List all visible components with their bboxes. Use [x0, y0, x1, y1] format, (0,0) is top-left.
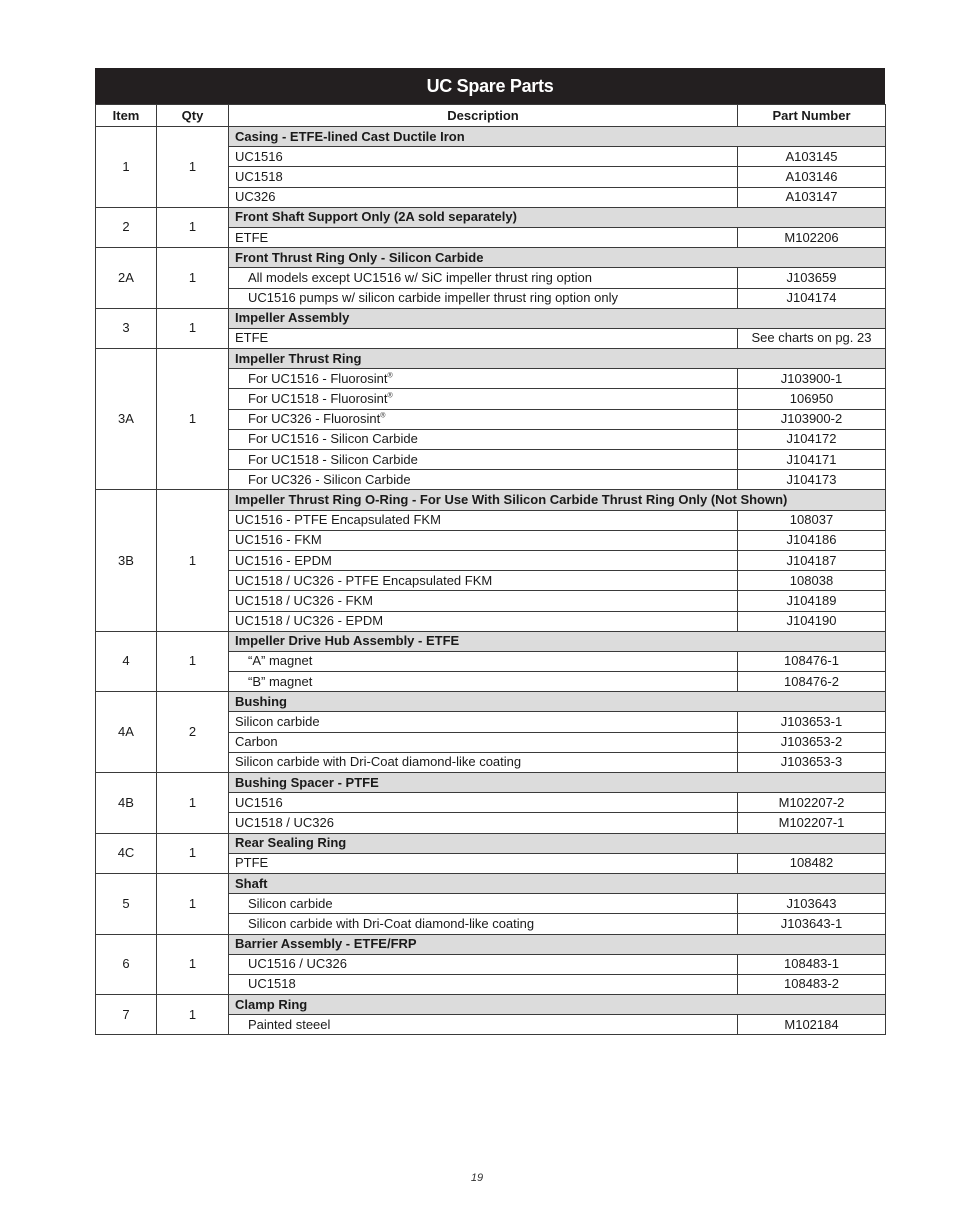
qty-cell: 1 — [157, 127, 229, 208]
description-cell — [229, 328, 738, 348]
description-cell — [229, 712, 738, 732]
description-text: Silicon carbide — [235, 714, 320, 730]
part-number-cell: 108483-2 — [738, 974, 886, 994]
part-number-cell: J103659 — [738, 268, 886, 288]
header-row — [96, 105, 886, 127]
description-cell — [229, 167, 738, 187]
description-text: For UC326 - Fluorosint — [248, 411, 381, 427]
description-cell — [229, 510, 738, 530]
group-heading: Clamp Ring — [229, 995, 886, 1015]
part-number-cell: J104174 — [738, 288, 886, 308]
part-number-cell: 108482 — [738, 853, 886, 873]
description-text: Painted steeel — [248, 1016, 331, 1032]
group-heading: Bushing Spacer - PTFE — [229, 773, 886, 793]
part-number-cell: J103643-1 — [738, 914, 886, 934]
registered-mark: ® — [387, 392, 393, 400]
description-text: UC1518 / UC326 - EPDM — [235, 613, 384, 629]
description-cell — [229, 389, 738, 409]
part-number-cell: J104172 — [738, 429, 886, 449]
part-number-cell: J103643 — [738, 894, 886, 914]
description-text: UC1518 / UC326 — [235, 814, 334, 830]
qty-cell: 2 — [157, 692, 229, 773]
header-description: Description — [229, 105, 738, 127]
description-text: UC1518 — [248, 976, 296, 992]
description-text: For UC1516 - Silicon Carbide — [248, 431, 418, 447]
part-number-cell: A103147 — [738, 187, 886, 207]
group-heading-row — [96, 773, 886, 793]
group-heading: Impeller Thrust Ring O-Ring - For Use With Silicon Carbide Thrust Ring Only (Not Shown) — [229, 490, 886, 510]
group-heading-row — [96, 127, 886, 147]
group-heading: Front Thrust Ring Only - Silicon Carbide — [229, 248, 886, 268]
spare-parts-table — [95, 104, 886, 1035]
qty-cell: 1 — [157, 934, 229, 995]
item-cell: 4 — [96, 631, 157, 692]
parts-body — [96, 127, 886, 1035]
group-heading-row — [96, 833, 886, 853]
part-number-cell: J104186 — [738, 530, 886, 550]
item-cell: 3B — [96, 490, 157, 631]
group-heading-row — [96, 490, 886, 510]
group-heading-row — [96, 873, 886, 893]
description-text: UC326 — [235, 189, 276, 205]
description-cell — [229, 672, 738, 692]
description-text: UC1518 — [235, 168, 283, 184]
part-number-cell: 108483-1 — [738, 954, 886, 974]
group-heading-row — [96, 308, 886, 328]
description-text: For UC326 - Silicon Carbide — [248, 471, 411, 487]
description-cell — [229, 894, 738, 914]
description-text: UC1518 / UC326 - FKM — [235, 592, 373, 608]
description-text: Silicon carbide — [248, 895, 333, 911]
description-text: “A” magnet — [248, 653, 313, 669]
qty-cell: 1 — [157, 995, 229, 1035]
part-number-cell: M102207-2 — [738, 793, 886, 813]
description-cell — [229, 853, 738, 873]
group-heading-row — [96, 934, 886, 954]
group-heading-row — [96, 995, 886, 1015]
description-text: ETFE — [235, 330, 269, 346]
description-cell — [229, 793, 738, 813]
item-cell: 3 — [96, 308, 157, 348]
description-text: UC1516 - FKM — [235, 532, 322, 548]
qty-cell: 1 — [157, 490, 229, 631]
group-heading: Casing - ETFE-lined Cast Ductile Iron — [229, 127, 886, 147]
description-text: “B” magnet — [248, 673, 313, 689]
part-number-cell: J103900-2 — [738, 409, 886, 429]
registered-mark: ® — [387, 372, 393, 380]
part-number-cell: J103653-3 — [738, 752, 886, 772]
description-cell — [229, 571, 738, 591]
description-text: All models except UC1516 w/ SiC impeller thrust ring option — [248, 269, 592, 285]
description-cell — [229, 147, 738, 167]
description-cell — [229, 914, 738, 934]
description-cell — [229, 974, 738, 994]
header-item: Item — [96, 105, 157, 127]
description-text: For UC1518 - Fluorosint — [248, 391, 388, 407]
description-text: Silicon carbide with Dri-Coat diamond-like coating — [235, 754, 522, 770]
description-text: Silicon carbide with Dri-Coat diamond-like coating — [248, 915, 535, 931]
part-number-cell: See charts on pg. 23 — [738, 328, 886, 348]
part-number-cell: J103653-1 — [738, 712, 886, 732]
description-cell — [229, 288, 738, 308]
description-cell — [229, 732, 738, 752]
description-cell — [229, 611, 738, 631]
part-number-cell: 108476-1 — [738, 651, 886, 671]
description-text: For UC1518 - Silicon Carbide — [248, 451, 418, 467]
group-heading-row — [96, 692, 886, 712]
description-cell — [229, 268, 738, 288]
part-number-cell: M102184 — [738, 1015, 886, 1035]
description-text: For UC1516 - Fluorosint — [248, 370, 388, 386]
item-cell: 2 — [96, 207, 157, 247]
group-heading-row — [96, 631, 886, 651]
item-cell: 4A — [96, 692, 157, 773]
qty-cell: 1 — [157, 631, 229, 692]
item-cell: 4C — [96, 833, 157, 873]
description-text: UC1516 pumps w/ silicon carbide impeller thrust ring option only — [248, 290, 618, 306]
description-text: Carbon — [235, 734, 278, 750]
qty-cell: 1 — [157, 248, 229, 309]
item-cell: 4B — [96, 773, 157, 834]
description-cell — [229, 651, 738, 671]
header-part-number: Part Number — [738, 105, 886, 127]
description-text: UC1516 / UC326 — [248, 956, 347, 972]
registered-mark: ® — [380, 412, 386, 420]
description-text: UC1518 / UC326 - PTFE Encapsulated FKM — [235, 572, 493, 588]
item-cell: 6 — [96, 934, 157, 995]
group-heading-row — [96, 349, 886, 369]
part-number-cell: J104190 — [738, 611, 886, 631]
description-cell — [229, 187, 738, 207]
group-heading: Front Shaft Support Only (2A sold separately) — [229, 207, 886, 227]
description-text: UC1516 — [235, 148, 283, 164]
group-heading: Impeller Assembly — [229, 308, 886, 328]
part-number-cell: J103900-1 — [738, 369, 886, 389]
item-cell: 5 — [96, 873, 157, 934]
description-cell — [229, 752, 738, 772]
part-number-cell: M102207-1 — [738, 813, 886, 833]
qty-cell: 1 — [157, 207, 229, 247]
part-number-cell: A103146 — [738, 167, 886, 187]
description-cell — [229, 1015, 738, 1035]
group-heading: Bushing — [229, 692, 886, 712]
group-heading: Shaft — [229, 873, 886, 893]
description-text: UC1516 — [235, 794, 283, 810]
group-heading: Impeller Thrust Ring — [229, 349, 886, 369]
group-heading: Impeller Drive Hub Assembly - ETFE — [229, 631, 886, 651]
part-number-cell: J104189 — [738, 591, 886, 611]
description-cell — [229, 530, 738, 550]
group-heading: Rear Sealing Ring — [229, 833, 886, 853]
qty-cell: 1 — [157, 833, 229, 873]
qty-cell: 1 — [157, 873, 229, 934]
part-number-cell: 108476-2 — [738, 672, 886, 692]
description-cell — [229, 550, 738, 570]
description-cell — [229, 409, 738, 429]
description-cell — [229, 470, 738, 490]
part-number-cell: J104187 — [738, 550, 886, 570]
part-number-cell: J104173 — [738, 470, 886, 490]
part-number-cell: J103653-2 — [738, 732, 886, 752]
item-cell: 3A — [96, 349, 157, 490]
qty-cell: 1 — [157, 773, 229, 834]
part-number-cell: 108037 — [738, 510, 886, 530]
group-heading: Barrier Assembly - ETFE/FRP — [229, 934, 886, 954]
description-cell — [229, 429, 738, 449]
page-number: 19 — [470, 1172, 484, 1184]
description-text: UC1516 - EPDM — [235, 552, 332, 568]
description-cell — [229, 369, 738, 389]
part-number-cell: M102206 — [738, 227, 886, 247]
group-heading-row — [96, 248, 886, 268]
description-cell — [229, 813, 738, 833]
qty-cell: 1 — [157, 349, 229, 490]
part-number-cell: 108038 — [738, 571, 886, 591]
item-cell: 2A — [96, 248, 157, 309]
table-title: UC Spare Parts — [95, 68, 885, 104]
description-cell — [229, 954, 738, 974]
description-cell — [229, 450, 738, 470]
part-number-cell: A103145 — [738, 147, 886, 167]
spare-parts-sheet — [95, 68, 885, 1035]
description-cell — [229, 591, 738, 611]
part-number-cell: 106950 — [738, 389, 886, 409]
header-qty: Qty — [157, 105, 229, 127]
item-cell: 1 — [96, 127, 157, 208]
description-text: UC1516 - PTFE Encapsulated FKM — [235, 512, 441, 528]
description-text: PTFE — [235, 855, 269, 871]
description-cell — [229, 227, 738, 247]
group-heading-row — [96, 207, 886, 227]
description-text: ETFE — [235, 229, 269, 245]
part-number-cell: J104171 — [738, 450, 886, 470]
item-cell: 7 — [96, 995, 157, 1035]
qty-cell: 1 — [157, 308, 229, 348]
